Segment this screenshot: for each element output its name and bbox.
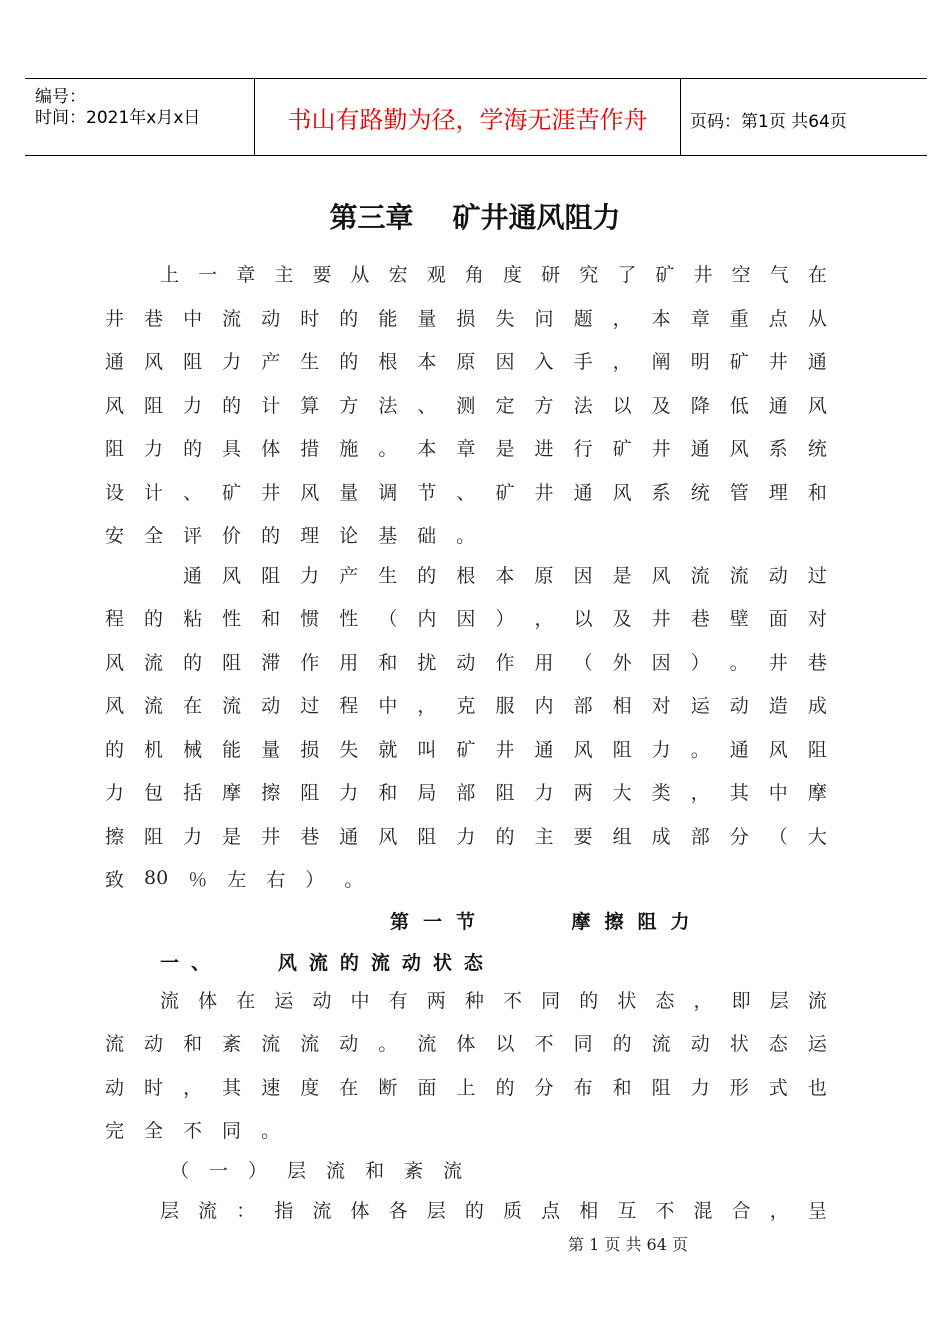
header-motto: 书山有路勤为径，学海无涯苦作舟	[287, 106, 648, 134]
header-page-info: 页码：第1页 共64页	[690, 112, 847, 132]
page-footer: 第 1 页 共 64 页	[568, 1235, 688, 1254]
text-line: 动 时 ， 其 速 度 在 断 面 上 的 分 布 和 阻 力 形 式 也	[105, 1076, 827, 1099]
text-line: 通 风 阻 力 产 生 的 根 本 原 因 入 手 ， 阐 明 矿 井 通	[105, 350, 827, 373]
text-line: 通 风 阻 力 产 生 的 根 本 原 因 是 风 流 流 动 过	[183, 564, 827, 587]
chapter-title: 第三章 矿井通风阻力	[329, 201, 621, 234]
text-line: 阻 力 的 具 体 措 施 。 本 章 是 进 行 矿 井 通 风 系 统	[105, 437, 827, 460]
text-line: 安 全 评 价 的 理 论 基 础 。	[105, 524, 476, 547]
text-line: 流 动 和 紊 流 流 动 。 流 体 以 不 同 的 流 动 状 态 运	[105, 1032, 827, 1055]
text-line: 致 80 ％ 左 右 ） 。	[105, 867, 364, 891]
header-bottom-rule	[25, 155, 927, 156]
doc-time-label: 时间：2021年x月x日	[35, 108, 201, 128]
section-title: 第一节 摩擦阻力	[390, 911, 704, 933]
text-line: 设 计 、 矿 井 风 量 调 节 、 矿 井 通 风 系 统 管 理 和	[105, 481, 827, 504]
text-line: 井 巷 中 流 动 时 的 能 量 损 失 问 题 ， 本 章 重 点 从	[105, 307, 827, 330]
text-line: 风 阻 力 的 计 算 方 法 、 测 定 方 法 以 及 降 低 通 风	[105, 394, 827, 417]
text-line: 擦 阻 力 是 井 巷 通 风 阻 力 的 主 要 组 成 部 分 （ 大	[105, 825, 827, 848]
text-line: 力 包 括 摩 擦 阻 力 和 局 部 阻 力 两 大 类 ， 其 中 摩	[105, 781, 827, 804]
text-line: 风 流 的 阻 滞 作 用 和 扰 动 作 用 （ 外 因 ） 。 井 巷	[105, 651, 827, 674]
subsection-title: 一、 风流的流动状态	[160, 952, 495, 974]
text-line: 层 流 ： 指 流 体 各 层 的 质 点 相 互 不 混 合 ， 呈	[160, 1199, 827, 1222]
text-line: 流 体 在 运 动 中 有 两 种 不 同 的 状 态 ， 即 层 流	[160, 989, 827, 1012]
header-divider-right	[680, 78, 681, 155]
text-line: 的 机 械 能 量 损 失 就 叫 矿 井 通 风 阻 力 。 通 风 阻	[105, 738, 827, 761]
text-line: 风 流 在 流 动 过 程 中 ， 克 服 内 部 相 对 运 动 造 成	[105, 694, 827, 717]
header-top-rule	[25, 78, 927, 79]
text-line: 程 的 粘 性 和 惯 性 （ 内 因 ） ， 以 及 井 巷 壁 面 对	[105, 607, 827, 630]
text-line: 完 全 不 同 。	[105, 1119, 281, 1142]
text-line: （ 一 ） 层 流 和 紊 流	[170, 1159, 463, 1182]
text-line: 上 一 章 主 要 从 宏 观 角 度 研 究 了 矿 井 空 气 在	[160, 263, 827, 286]
doc-number-label: 编号：	[35, 87, 86, 107]
